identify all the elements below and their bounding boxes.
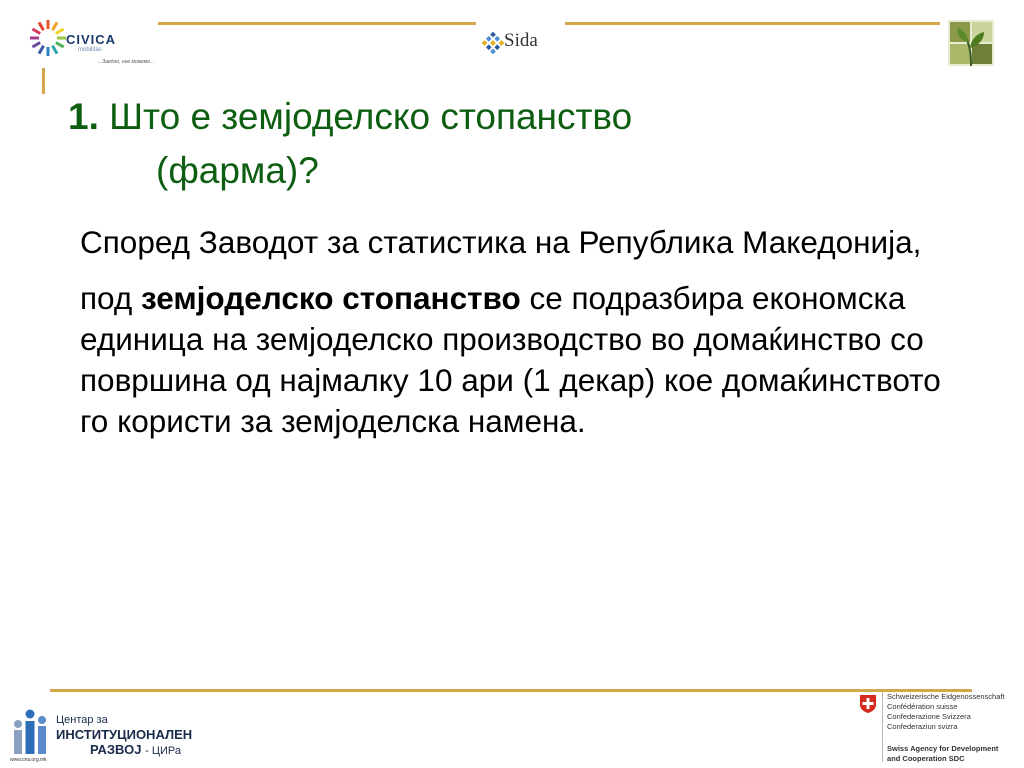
cira-line-1: Центар за: [56, 714, 108, 726]
cira-figures-icon: [10, 704, 54, 756]
sdc-name-line-1: Swiss Agency for Development: [887, 744, 999, 753]
swiss-sdc-logo: [856, 692, 1021, 768]
cira-line-3-suffix: - ЦИРа: [145, 745, 181, 757]
body-paragraph-source: Според Заводот за статистика на Република Македонија,: [80, 224, 922, 260]
sida-name: Sida: [504, 30, 538, 51]
civica-name: CIVICA: [66, 32, 117, 47]
civica-sunburst-icon: [28, 18, 68, 58]
swiss-name-german: Schweizerische Eidgenossenschaft: [887, 692, 1005, 701]
sida-mark-icon: [482, 32, 504, 54]
cira-line-3-main: РАЗВОЈ: [90, 742, 142, 757]
swiss-divider: [882, 692, 883, 762]
sida-logo: [482, 28, 562, 56]
swiss-flag-icon: [858, 694, 878, 714]
civica-subtitle: mobilitas: [78, 47, 102, 53]
sdc-name-line-2: and Cooperation SDC: [887, 754, 965, 763]
swiss-name-french: Confédération suisse: [887, 702, 958, 711]
cira-url: www.cira.org.mk: [10, 757, 47, 763]
swiss-name-italian: Confederazione Svizzera: [887, 712, 971, 721]
cira-line-2: ИНСТИТУЦИОНАЛЕН: [56, 727, 193, 742]
header-rule-right: [565, 22, 940, 25]
plant-logo-icon: [946, 18, 996, 70]
slide-body: [80, 222, 960, 442]
footer-rule: [50, 689, 972, 692]
body-paragraph-definition: [80, 278, 960, 442]
cira-logo: [8, 704, 198, 766]
slide-title: [68, 90, 968, 198]
civica-tagline: ...Заедно, ние можеме...: [98, 59, 155, 65]
header-rule-left: [158, 22, 476, 25]
defined-term: земјоделско стопанство: [141, 280, 521, 316]
title-line-1: Што е земјоделско стопанство: [109, 96, 633, 137]
title-line-2: (фарма)?: [156, 150, 319, 191]
definition-prefix: под: [80, 280, 133, 316]
title-accent-bar: [42, 68, 45, 94]
definition-text: се подразбира економска единица на земјоделско производство во домаќинство со површина од најмалку 10 ари (1 декар) кое домаќинството го користи за земјоделска намена.: [80, 280, 941, 439]
title-number: 1.: [68, 96, 99, 137]
cira-line-3: [90, 742, 181, 757]
swiss-name-romansh: Confederaziun svizra: [887, 722, 958, 731]
civica-logo: [26, 10, 158, 66]
